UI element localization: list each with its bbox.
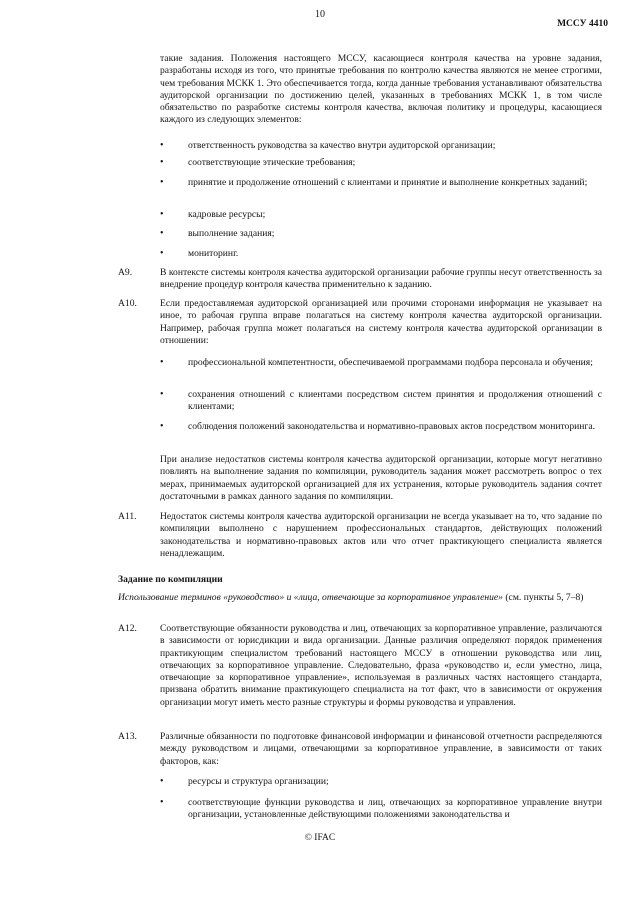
- list-item: [160, 776, 602, 788]
- paragraph-text: Недостаток системы контроля качества аудиторской организации не всегда указывает на то, что задание по компиляции выполнено с нарушением профессиональных стандартов, действующих положений законодательства и нормативно-правовых актов или что отчет практикующего специалиста является ненадлежащим.: [160, 511, 602, 559]
- paragraph-number: A13.: [118, 731, 137, 742]
- page-number: 10: [315, 9, 325, 20]
- list-item-text: соблюдения положений законодательства и нормативно-правовых актов посредством мониторинга.: [188, 421, 595, 432]
- section-heading: Задание по компиляции: [118, 574, 223, 585]
- list-item: [160, 157, 602, 169]
- list-item-text: мониторинг.: [188, 248, 239, 259]
- paragraph-text: В контексте системы контроля качества аудиторской организации рабочие группы несут ответственность за внедрение процедур контроля качества применительно к заданию.: [160, 267, 602, 291]
- bullet-icon: •: [160, 209, 164, 220]
- list-item: [160, 357, 602, 369]
- bullet-icon: •: [160, 140, 164, 151]
- list-item-text: выполнение задания;: [188, 228, 275, 239]
- paragraph-a12: [118, 623, 602, 709]
- bullet-icon: •: [160, 776, 164, 787]
- bullet-icon: •: [160, 421, 164, 432]
- list-item: [160, 177, 602, 189]
- paragraph-number: A10.: [118, 298, 137, 309]
- list-item-text: соответствующие функции руководства и лиц, отвечающих за корпоративное управление внутри организации, установленные действующими положениями законодательства и: [188, 797, 602, 821]
- bullet-icon: •: [160, 157, 164, 168]
- paragraph-text: Соответствующие обязанности руководства и лиц, отвечающих за корпоративное управление, различаются в зависимости от юрисдикции и вида организации. Данные различия определяют порядок применения практикующим специалистом требований настоящего МССУ в отношении руководства или лиц, отвечающих за корпоративное управление. Следовательно, фраза «руководство и, если уместно, лица, отвечающие за корпоративное управление», используемая в различных частях настоящего стандарта, призвана обратить внимание практикующего специалиста на тот факт, что в зависимости от окружения организации могут иметь место разные структуры и формы руководства и управления.: [160, 623, 602, 708]
- paragraph-a10: [118, 298, 602, 347]
- list-item-text: кадровые ресурсы;: [188, 209, 266, 220]
- list-item-text: ресурсы и структура организации;: [188, 776, 329, 787]
- intro-paragraph: такие задания. Положения настоящего МССУ, касающиеся контроля качества на уровне задания, разработаны исходя из того, что принятые требования по контролю качества являются не менее строгими, чем требования МСКК 1. Это обеспечивается тогда, когда данные требования устанавливают обязательства аудиторской организации по достижению целей, указанных в требованиях МСКК 1, в том числе обязательство по разработке системы контроля качества, включая политику и процедуры, касающиеся каждого из следующих элементов:: [160, 53, 602, 126]
- subheading: [118, 592, 602, 604]
- list-item-text: профессиональной компетентности, обеспечиваемой программами подбора персонала и обучения;: [188, 357, 593, 368]
- list-item: [160, 228, 602, 240]
- standard-code: МССУ 4410: [557, 19, 608, 29]
- bullet-icon: •: [160, 177, 164, 188]
- bullet-icon: •: [160, 797, 164, 808]
- list-item: [160, 797, 602, 822]
- subheading-reference: (см. пункты 5, 7–8): [502, 592, 584, 603]
- footer-copyright: © IFAC: [304, 833, 336, 843]
- bullet-icon: •: [160, 389, 164, 400]
- bullet-icon: •: [160, 357, 164, 368]
- list-item-text: соответствующие этические требования;: [188, 157, 356, 168]
- paragraph-number: A12.: [118, 623, 137, 634]
- bullet-icon: •: [160, 248, 164, 259]
- paragraph-a9: [118, 267, 602, 292]
- paragraph-text: Различные обязанности по подготовке финансовой информации и финансовой отчетности распределяются между руководством и лицами, отвечающими за корпоративное управление, в зависимости от таких факторов, как:: [160, 731, 602, 767]
- a10-follow-up: При анализе недостатков системы контроля качества аудиторской организации, которые могут негативно повлиять на выполнение задания по компиляции, руководитель задания может рассмотреть вопрос о тех мерах, принимаемых аудиторской организацией для их устранения, которые руководитель задания сочтет достаточными в рамках данного задания по компиляции.: [160, 454, 602, 502]
- paragraph-a11: [118, 511, 602, 560]
- list-item-text: сохранения отношений с клиентами посредством систем принятия и продолжения отношений с клиентами;: [188, 389, 602, 413]
- list-item-text: ответственность руководства за качество внутри аудиторской организации;: [188, 140, 496, 151]
- paragraph-text: Если предоставляемая аудиторской организацией или прочими сторонами информация не указывает на иное, то рабочая группа вправе полагаться на систему контроля качества аудиторской организации. Например, рабочая группа может полагаться на систему контроля качества аудиторской организации в отношении:: [160, 298, 602, 346]
- list-item: [160, 248, 602, 260]
- subheading-italic: Использование терминов «руководство» и «лица, отвечающие за корпоративное управление»: [118, 592, 503, 603]
- paragraph-number: A9.: [118, 267, 133, 278]
- paragraph-a13: [118, 731, 602, 768]
- bullet-icon: •: [160, 228, 164, 239]
- paragraph-number: A11.: [118, 511, 137, 522]
- list-item: [160, 389, 602, 414]
- list-item-text: принятие и продолжение отношений с клиентами и принятие и выполнение конкретных заданий;: [188, 177, 588, 188]
- list-item: [160, 209, 602, 221]
- list-item: [160, 421, 602, 433]
- list-item: [160, 140, 602, 152]
